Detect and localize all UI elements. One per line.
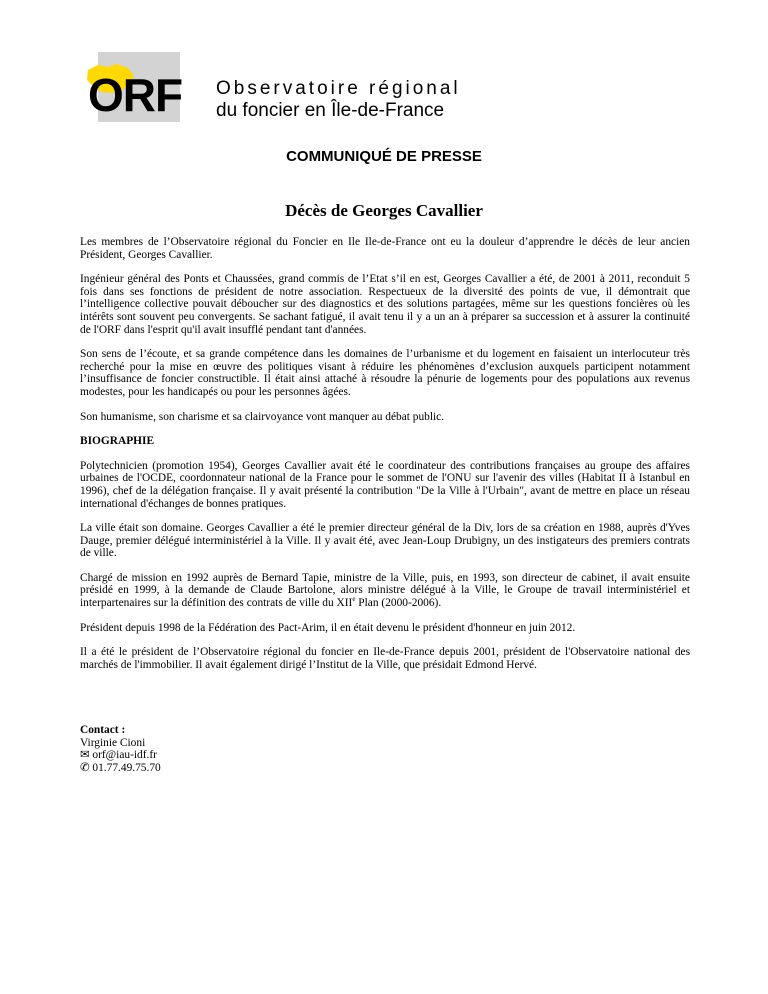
logo-wordmark: ORF — [88, 69, 183, 121]
ordinal-superscript: e — [352, 595, 356, 604]
biography-paragraph-2: La ville était son domaine. Georges Cavallier a été le premier directeur général de la Div, lors de sa création en 1988, auprès d'Yves Dauge, premier délégué interministériel à la Ville. Il y avait été, avec Jean-Loup Drubigny, un des instigateurs des premiers contrats de ville. — [80, 522, 690, 560]
organization-name — [216, 78, 461, 122]
biography-paragraph-3 — [80, 572, 690, 610]
contact-block — [80, 724, 161, 774]
paragraph-tribute: Son humanisme, son charisme et sa clairvoyance vont manquer au débat public. — [80, 410, 445, 423]
article-body — [80, 236, 690, 683]
press-release-title: COMMUNIQUÉ DE PRESSE — [286, 148, 482, 165]
paragraph-career: Ingénieur général des Ponts et Chaussées, grand commis de l’Etat s’il en est, Georges Cavallier a été, de 2001 à 2011, reconduit 5 fois dans ses fonctions de président de notre association. Respectueux de la diversité des points de vue, il démontrait que l’intelligence collective pouvait déboucher sur des diagnostics et des solutions partagées, même sur les questions foncières où les intérêts sont souvent peu convergents. Se sachant fatigué, il avait tenu il y a un an à préparer sa succession et à assurer la continuité de l'ORF dans l'esprit qu'il avait insufflé pendant tant d'années. — [80, 273, 690, 336]
paragraph-intro: Les membres de l’Observatoire régional du Foncier en Ile Ile-de-France ont eu la douleur d’apprendre le décès de leur ancien Président, Georges Cavallier. — [80, 236, 690, 261]
contact-title: Contact : — [80, 724, 126, 736]
biography-paragraph-3-text: Chargé de mission en 1992 auprès de Bernard Tapie, ministre de la Ville, puis, en 1993, son directeur de cabinet, il avait ensuite présidé en 1999, à la demande de Claude Bartolone, alors ministre délégué à la Ville, le Groupe de travail interministériel et interpartenaires sur la définition des contrats de ville du XII — [80, 571, 690, 610]
biography-paragraph-1: Polytechnicien (promotion 1954), Georges Cavallier avait été le coordinateur des contributions françaises au groupe des affaires urbaines de l'OCDE, coordonnateur national de la France pour le sommet de l'ONU sur l'avenir des villes (Habitat II à Istanbul en 1996), chef de la délégation française. Il y avait présenté la contribution "De la Ville à l'Urbain", avant de mettre en place un réseau international d'échanges de bonnes pratiques. — [80, 459, 690, 510]
contact-phone: ✆ 01.77.49.75.70 — [80, 761, 161, 774]
contact-email[interactable]: ✉ orf@iau-idf.fr — [80, 749, 157, 762]
contact-name: Virginie Cioni — [80, 736, 146, 749]
paragraph-qualities: Son sens de l’écoute, et sa grande compétence dans les domaines de l’urbanisme et du logement en faisaient un interlocuteur très recherché pour la mise en œuvre des politiques visant à réduire les phénomènes d’exclusion auxquels participent notamment l’insuffisance de foncier constructible. Il était ainsi attaché à résoudre la pénurie de logements pour des populations aux revenus modestes, pour les handicapés ou pour les personnes âgées. — [80, 348, 690, 398]
biography-paragraph-5: Il a été le président de l’Observatoire régional du foncier en Ile-de-France depuis 2001, président de l'Observatoire national des marchés de l'immobilier. Il avait également dirigé l’Institut de la Ville, que présidait Edmond Hervé. — [80, 646, 690, 671]
biography-paragraph-3-end: Plan (2000-2006). — [355, 597, 442, 610]
biography-heading: BIOGRAPHIE — [80, 435, 155, 448]
orf-logo — [84, 52, 183, 122]
org-name-line2: du foncier en Île-de-France — [216, 100, 445, 121]
org-name-line1: Observatoire régional — [216, 78, 461, 99]
headline: Décès de Georges Cavallier — [285, 201, 483, 220]
biography-paragraph-4: Président depuis 1998 de la Fédération des Pact-Arim, il en était devenu le président d'honneur en juin 2012. — [80, 621, 576, 634]
